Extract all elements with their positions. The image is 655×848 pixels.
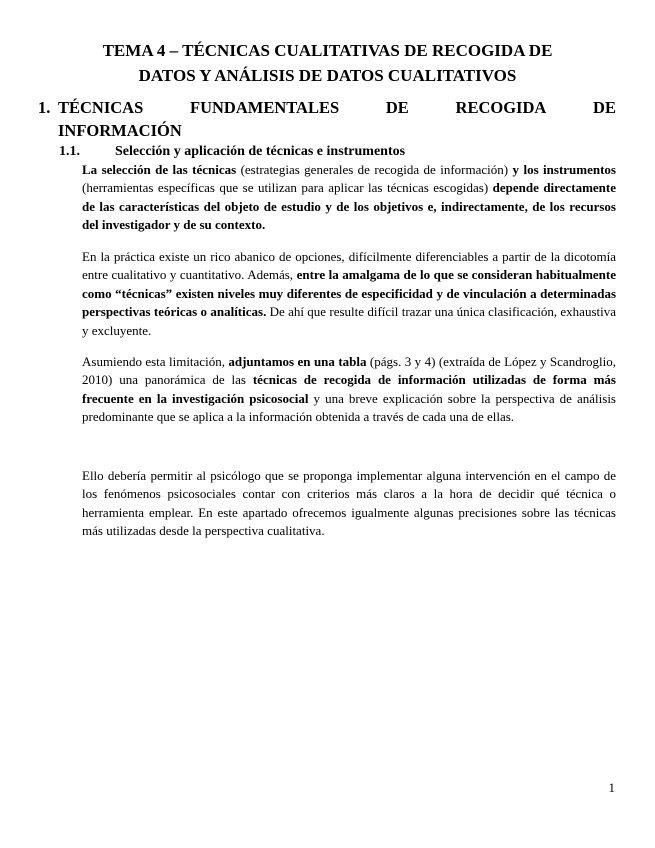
section-heading-line-1 [58,96,616,119]
page-number: 1 [608,780,615,795]
section-heading-word: DE [385,98,409,117]
section-heading [38,96,616,142]
body-text: y una breve explicación sobre la perspectiva de análisis predominante que se aplica a la información obtenida a través de cada una de ellas. [82,390,616,425]
section-number: 1. [38,98,51,117]
bold-text: La selección de las técnicas [82,162,237,177]
page-title-line-2: DATOS Y ANÁLISIS DE DATOS CUALITATIVOS [138,66,517,85]
body-text: (herramientas específicas que se utilizan para aplicar las técnicas escogidas) [82,180,493,196]
body-text: De ahí que resulte difícil trazar una única clasificación, exhaustiva y excluyente. [82,304,616,338]
bold-text: adjuntamos en una tabla [228,354,367,369]
bold-text: y los instrumentos [512,162,616,177]
section-heading-line-2: INFORMACIÓN [58,121,182,140]
body-text: Ello debería permitir al psicólogo que se proponga implementar alguna intervención en el campo de los fenómenos psicosociales contar con criterios más claros a la hora de decidir qué técnica o herramienta emplear. En este apartado ofrecemos igualmente algunas precisiones sobre las técnicas más utilizadas desde la perspectiva cualitativa. [82,468,616,539]
subsection-number: 1.1. [59,144,80,159]
body-text: Asumiendo esta limitación, [82,354,229,369]
body-text: (estrategias generales de recogida de información) [236,162,513,177]
section-heading-word: DE [593,98,616,117]
paragraph-3 [82,353,616,427]
paragraph-1 [82,161,616,235]
subsection-title: Selección y aplicación de técnicas e instrumentos [115,144,406,159]
paragraph-4 [82,467,616,541]
subsection-heading [59,143,405,161]
body-text: En la práctica existe un rico abanico de opciones, difícilmente diferenciables a partir de la dicotomía entre cualitativo y cuantitativo. Además, [82,249,616,283]
section-heading-word: RECOGIDA [455,98,547,117]
bold-text: depende directamente de las características del objeto de estudio y de los objetivos e, indirectamente, de los recursos del investigador y de su contexto. [82,180,616,233]
page-title-line-1: TEMA 4 – TÉCNICAS CUALITATIVAS DE RECOGIDA DE [102,41,553,60]
section-heading-word: FUNDAMENTALES [190,98,340,117]
paragraph-2 [82,248,616,340]
page-title [40,38,615,88]
bold-text: técnicas de recogida de información utilizadas de forma más frecuente en la investigación psicosocial [82,372,616,406]
section-heading-word: TÉCNICAS [58,98,144,117]
bold-text: entre la amalgama de lo que se consideran habitualmente como “técnicas” existen niveles muy diferentes de especificidad y de vinculación a determinadas perspectivas teóricas o analíticas. [82,267,617,320]
body-text: (págs. 3 y 4) (extraída de López y Scandroglio, 2010) una panorámica de las [82,354,616,388]
